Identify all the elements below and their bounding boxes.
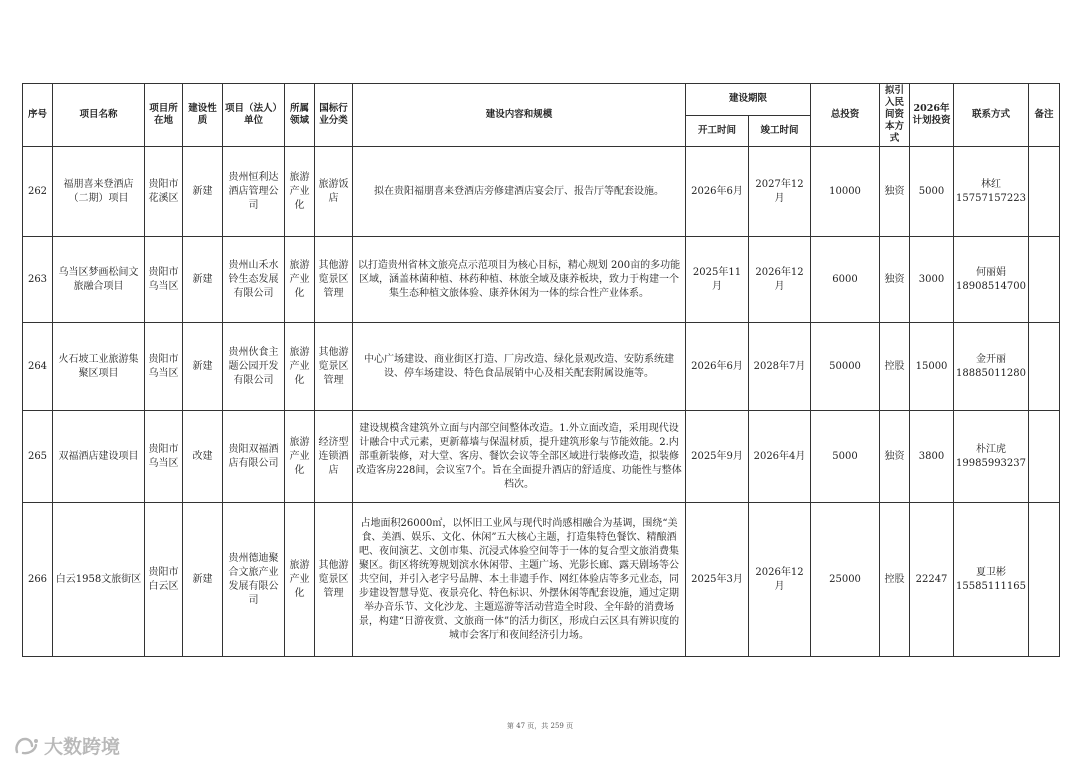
cell-seq: 266: [23, 503, 53, 657]
cell-plan: 22247: [910, 503, 954, 657]
cell-unit: 贵州恒利达酒店管理公司: [223, 147, 285, 237]
cell-end: 2026年12月: [749, 503, 811, 657]
cell-plan: 3000: [910, 237, 954, 323]
cell-name: 乌当区梦画松间文旅融合项目: [53, 237, 145, 323]
cell-location: 贵阳市花溪区: [145, 147, 183, 237]
table-row: [23, 237, 1060, 323]
cell-start: 2025年11月: [686, 237, 749, 323]
header-field: 所属领域: [285, 84, 315, 147]
contact-name: 朴江虎: [976, 443, 1007, 455]
header-name: 项目名称: [53, 84, 145, 147]
cell-investment: 5000: [811, 411, 880, 503]
cell-industry: 其他游览景区管理: [315, 503, 353, 657]
cell-contact: [954, 411, 1029, 503]
cell-plan: 5000: [910, 147, 954, 237]
cell-investment: 25000: [811, 503, 880, 657]
cell-investment: 6000: [811, 237, 880, 323]
cell-location: 贵阳市白云区: [145, 503, 183, 657]
cell-industry: 旅游饭店: [315, 147, 353, 237]
cell-industry: 其他游览景区管理: [315, 323, 353, 411]
cell-location: 贵阳市乌当区: [145, 237, 183, 323]
cell-contact: [954, 147, 1029, 237]
cell-start: 2025年3月: [686, 503, 749, 657]
cell-field: 旅游产业化: [285, 503, 315, 657]
cell-nature: 新建: [183, 323, 223, 411]
header-start: 开工时间: [686, 115, 749, 147]
table-row: [23, 323, 1060, 411]
header-capital: 拟引入民间资本方式: [880, 84, 910, 147]
table-row: [23, 411, 1060, 503]
contact-phone: 18908514700: [956, 280, 1027, 292]
cell-plan: 3800: [910, 411, 954, 503]
header-plan: 2026年计划投资: [910, 84, 954, 147]
project-table: [22, 83, 1060, 657]
cell-capital: 独资: [880, 411, 910, 503]
contact-phone: 18885011280: [956, 367, 1027, 379]
header-nature: 建设性质: [183, 84, 223, 147]
header-end: 竣工时间: [749, 115, 811, 147]
cell-nature: 新建: [183, 147, 223, 237]
cell-investment: 10000: [811, 147, 880, 237]
cell-content: 以打造贵州省林文旅亮点示范项目为核心目标，精心规划 200亩的多功能区域，涵盖林菌种植、林药种植、林旅全域及康养板块，致力于构建一个集生态种植文旅体验、康养休闲为一体的综合性产业体系。: [353, 237, 686, 323]
header-industry: 国标行业分类: [315, 84, 353, 147]
table-row: [23, 503, 1060, 657]
table-row: [23, 147, 1060, 237]
cell-content: 中心广场建设、商业街区打造、厂房改造、绿化景观改造、安防系统建设、停车场建设、特色食品展销中心及相关配套附属设施等。: [353, 323, 686, 411]
page-number: 第 47 页，共 259 页: [506, 722, 574, 730]
cell-capital: 控股: [880, 323, 910, 411]
cell-capital: 控股: [880, 503, 910, 657]
header-seq: 序号: [23, 84, 53, 147]
cell-unit: 贵州山禾水铃生态发展有限公司: [223, 237, 285, 323]
cell-industry: 其他游览景区管理: [315, 237, 353, 323]
cell-seq: 265: [23, 411, 53, 503]
cell-end: 2026年12月: [749, 237, 811, 323]
contact-phone: 15757157223: [956, 192, 1027, 204]
cell-contact: [954, 323, 1029, 411]
cell-remark: [1029, 147, 1060, 237]
cell-capital: 独资: [880, 147, 910, 237]
cell-remark: [1029, 411, 1060, 503]
cell-remark: [1029, 237, 1060, 323]
header-content: 建设内容和规模: [353, 84, 686, 147]
cell-unit: 贵阳双福酒店有限公司: [223, 411, 285, 503]
watermark-text: 大数跨境: [44, 736, 121, 758]
cell-end: 2028年7月: [749, 323, 811, 411]
cell-nature: 新建: [183, 237, 223, 323]
cell-end: 2027年12月: [749, 147, 811, 237]
header-unit: 项目（法人）单位: [223, 84, 285, 147]
cell-seq: 263: [23, 237, 53, 323]
cell-field: 旅游产业化: [285, 147, 315, 237]
contact-name: 金开丽: [976, 353, 1007, 365]
cell-remark: [1029, 323, 1060, 411]
cell-remark: [1029, 503, 1060, 657]
project-table-sheet: [22, 83, 1059, 657]
cell-unit: 贵州伙食主题公园开发有限公司: [223, 323, 285, 411]
contact-name: 林红: [981, 178, 1002, 190]
cell-name: 白云1958文旅街区: [53, 503, 145, 657]
contact-name: 何丽娟: [976, 266, 1007, 278]
cell-capital: 独资: [880, 237, 910, 323]
cell-name: 双福酒店建设项目: [53, 411, 145, 503]
header-remark: 备注: [1029, 84, 1060, 147]
cell-name: 火石坡工业旅游集聚区项目: [53, 323, 145, 411]
header-row-top: [23, 84, 1060, 116]
cell-content: 占地面积26000㎡，以怀旧工业风与现代时尚感相融合为基调，围绕“美食、美酒、娱乐、文化、休闲”五大核心主题，打造集特色餐饮、精酿酒吧、夜间演艺、文创市集、沉浸式体验空间等于一体的复合型文旅消费集聚区。街区将统筹规划滨水休闲带、主题广场、光影长廊、露天剧场等公共空间，并引入老字号品牌、本土非遗手作、网红体验店等多元业态，同步建设智慧导览、夜景亮化、特色标识、外摆休闲等配套设施，通过定期举办音乐节、文化沙龙、主题巡游等活动营造全时段、全年龄的消费场景，构建“日游夜赏、文旅商一体”的活力街区，形成白云区具有辨识度的城市会客厅和夜间经济引力场。: [353, 503, 686, 657]
watermark: [14, 732, 120, 759]
cell-nature: 改建: [183, 411, 223, 503]
cell-field: 旅游产业化: [285, 323, 315, 411]
contact-phone: 15585111165: [956, 580, 1027, 592]
cell-industry: 经济型连锁酒店: [315, 411, 353, 503]
contact-name: 夏卫彬: [976, 566, 1007, 578]
cell-unit: 贵州德迪聚合文旅产业发展有限公司: [223, 503, 285, 657]
cell-seq: 264: [23, 323, 53, 411]
cell-content: 拟在贵阳福朋喜来登酒店旁修建酒店宴会厅、报告厅等配套设施。: [353, 147, 686, 237]
cell-name: 福朋喜来登酒店（二期）项目: [53, 147, 145, 237]
cell-location: 贵阳市乌当区: [145, 411, 183, 503]
cell-field: 旅游产业化: [285, 411, 315, 503]
cell-start: 2026年6月: [686, 147, 749, 237]
cell-content: 建设规模含建筑外立面与内部空间整体改造。1.外立面改造，采用现代设计融合中式元素，更新幕墙与保温材质，提升建筑形象与节能效能。2.内部重新装修，对大堂、客房、餐饮会议等全部区域进行装修改造，拟装修改造客房228间，会议室7个。旨在全面提升酒店的舒适度、功能性与整体档次。: [353, 411, 686, 503]
table-body: [23, 147, 1060, 657]
cell-field: 旅游产业化: [285, 237, 315, 323]
cell-end: 2026年4月: [749, 411, 811, 503]
cell-start: 2025年9月: [686, 411, 749, 503]
cell-start: 2026年6月: [686, 323, 749, 411]
big-data-cross-border-logo-icon: [14, 735, 40, 757]
contact-phone: 19985993237: [956, 457, 1027, 469]
cell-plan: 15000: [910, 323, 954, 411]
header-period: 建设期限: [686, 84, 811, 116]
header-contact: 联系方式: [954, 84, 1029, 147]
cell-nature: 新建: [183, 503, 223, 657]
cell-contact: [954, 503, 1029, 657]
header-location: 项目所在地: [145, 84, 183, 147]
cell-investment: 50000: [811, 323, 880, 411]
cell-seq: 262: [23, 147, 53, 237]
cell-location: 贵阳市乌当区: [145, 323, 183, 411]
header-investment: 总投资: [811, 84, 880, 147]
cell-contact: [954, 237, 1029, 323]
